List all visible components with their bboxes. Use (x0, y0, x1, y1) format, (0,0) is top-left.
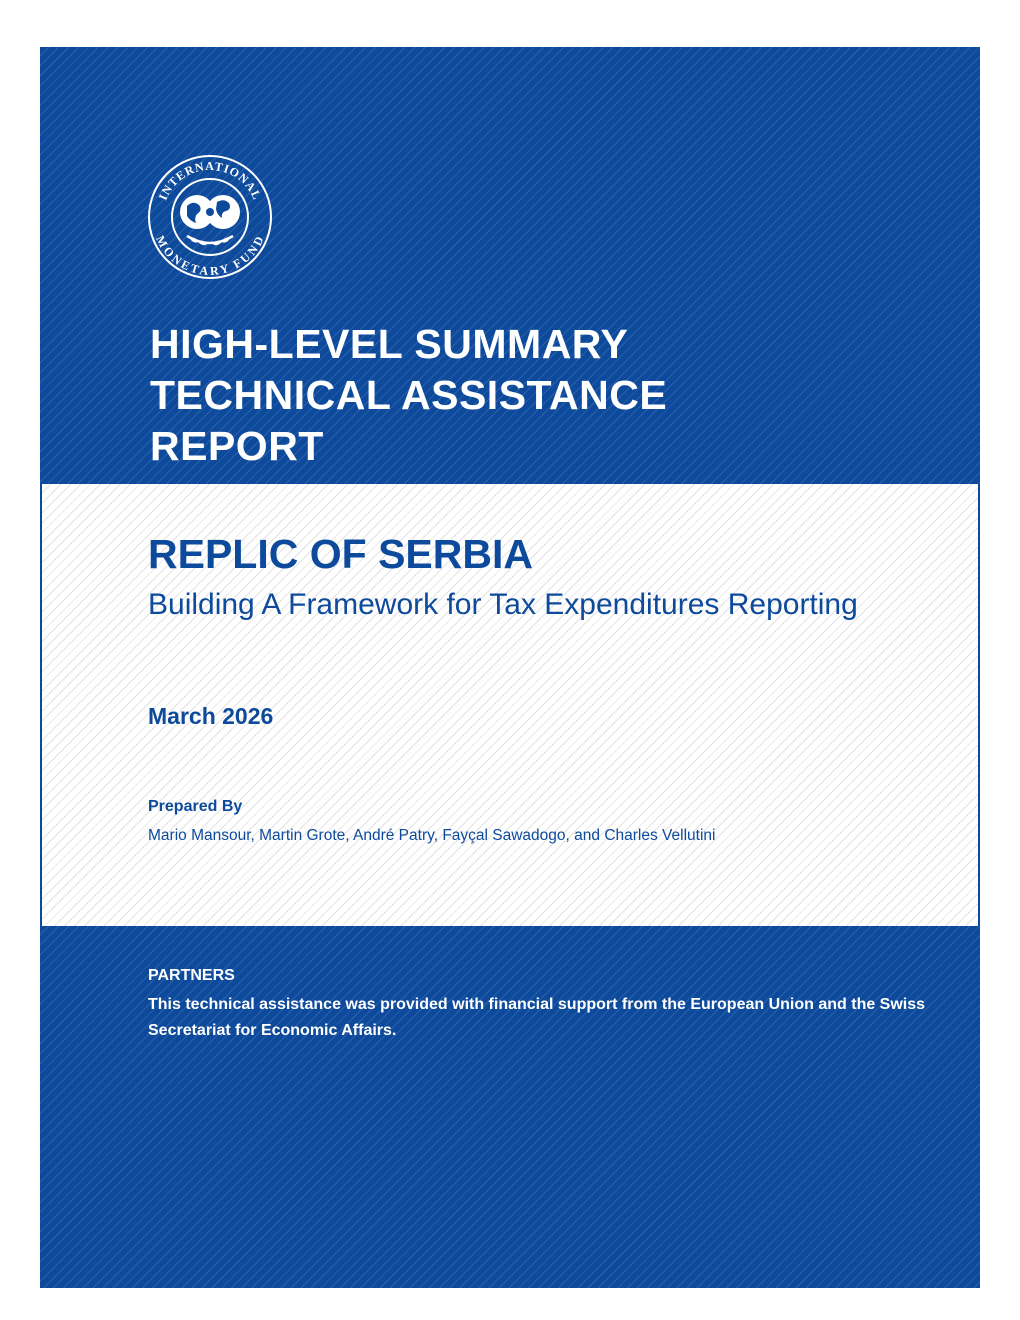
partners-statement: This technical assistance was provided with financial support from the European Union and the Swiss Secretariat for Economic Affairs. (148, 996, 926, 1039)
report-cover (40, 47, 980, 1288)
prepared-by-label: Prepared By (148, 798, 243, 815)
partners-heading: PARTNERS (148, 967, 235, 984)
title-line: TECHNICAL ASSISTANCE (150, 372, 668, 418)
report-date: March 2026 (148, 703, 274, 729)
seal-text-bottom: MONETARY FUND (153, 233, 267, 279)
title-line: REPORT (150, 423, 324, 469)
title-line: HIGH-LEVEL SUMMARY (150, 321, 629, 367)
report-subtitle: Building A Framework for Tax Expenditures Reporting (148, 588, 858, 621)
imf-seal-logo (147, 154, 273, 280)
seal-text-top: INTERNATIONAL (155, 158, 265, 203)
authors-list: Mario Mansour, Martin Grote, André Patry, Fayçal Sawadogo, and Charles Vellutini (148, 827, 716, 844)
cover-header-panel (40, 47, 980, 484)
report-type-title (150, 319, 667, 472)
country-title: REPLIC OF SERBIA (148, 531, 533, 577)
